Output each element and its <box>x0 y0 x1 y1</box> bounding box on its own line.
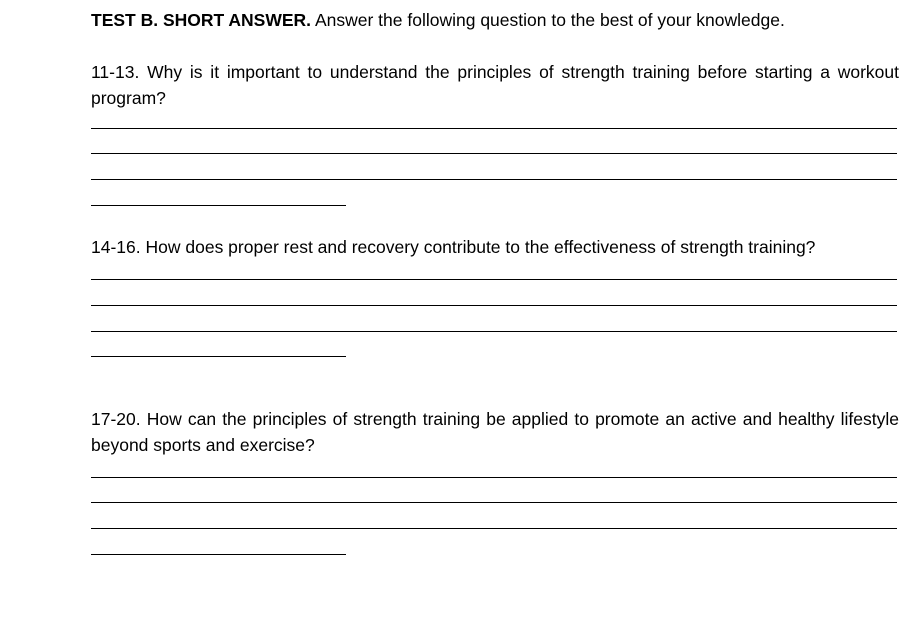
answer-line[interactable] <box>91 477 897 478</box>
question-11-13 <box>91 59 899 111</box>
answer-line[interactable] <box>91 331 897 332</box>
test-label: TEST B. SHORT ANSWER. <box>91 10 312 30</box>
test-heading <box>91 9 785 31</box>
answer-line[interactable] <box>91 128 897 129</box>
answer-line[interactable] <box>91 205 346 206</box>
question-number: 14-16. <box>91 237 141 257</box>
answer-line[interactable] <box>91 179 897 180</box>
test-instruction: Answer the following question to the best of your knowledge. <box>311 10 785 30</box>
answer-line[interactable] <box>91 528 897 529</box>
question-text: How does proper rest and recovery contribute to the effectiveness of strength training? <box>145 237 816 257</box>
question-17-20 <box>91 406 899 458</box>
answer-line[interactable] <box>91 502 897 503</box>
question-number: 11-13. <box>91 62 140 82</box>
answer-line[interactable] <box>91 279 897 280</box>
question-text: Why is it important to understand the principles of strength training before starting a workout program? <box>91 62 899 108</box>
question-text: How can the principles of strength training be applied to promote an active and healthy lifestyle beyond sports and exercise? <box>91 409 899 455</box>
question-14-16 <box>91 234 899 260</box>
answer-line[interactable] <box>91 305 897 306</box>
answer-line[interactable] <box>91 554 346 555</box>
answer-line[interactable] <box>91 153 897 154</box>
answer-line[interactable] <box>91 356 346 357</box>
question-number: 17-20. <box>91 409 141 429</box>
